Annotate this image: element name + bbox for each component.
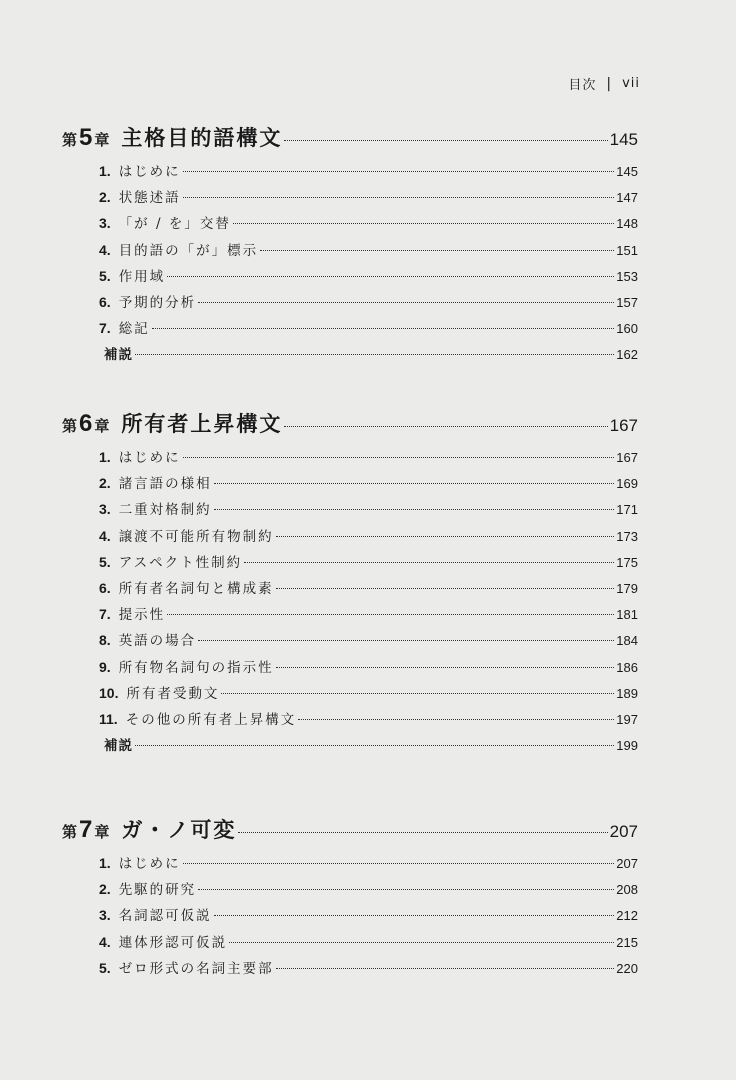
section-page: 215 [616,934,638,950]
section-page: 181 [616,607,638,623]
section-title: 名詞認可仮説 [118,908,212,925]
section-title: 二重対格制約 [118,502,212,519]
section-page: 220 [616,960,638,976]
chapter-page: 207 [609,822,638,841]
supplement-page: 162 [616,347,638,363]
leader-dots [276,968,615,969]
toc-entry[interactable] [99,446,638,472]
toc-entry[interactable] [99,160,638,186]
toc-entry[interactable] [99,498,638,524]
section-title: 連体形認可仮説 [118,934,228,951]
section-number: 10. [99,684,119,701]
toc-entry[interactable] [99,904,638,930]
leader-dots [135,354,614,355]
section-page: 157 [616,294,638,310]
section-page: 147 [616,190,638,206]
section-title: 諸言語の様相 [118,476,212,493]
chapter-page: 167 [609,416,638,435]
header-separator: | [606,75,613,92]
section-number: 5. [99,553,111,570]
section-title: 所有者受動文 [126,685,220,702]
section-number: 2. [99,881,111,898]
section-number: 3. [99,501,111,518]
leader-dots [198,302,614,303]
section-title: はじめに [118,164,181,180]
leader-dots [214,915,615,916]
running-header [568,74,640,93]
leader-dots [198,640,614,641]
section-number: 2. [99,189,111,206]
section-title: その他の所有者上昇構文 [125,711,297,728]
section-number: 4. [99,933,111,950]
section-number: 1. [99,163,111,179]
section-number: 3. [99,215,111,232]
section-title: 「が / を」交替 [118,216,231,233]
leader-dots [135,745,614,746]
leader-dots [221,693,614,694]
supplement-title: 補説 [104,347,133,364]
section-number: 1. [99,855,111,871]
toc-entry[interactable] [99,682,638,708]
toc-entry[interactable] [99,551,638,577]
section-page: 169 [616,476,638,492]
toc-entry[interactable] [99,291,638,317]
chapter-heading[interactable] [62,408,638,437]
header-label: 目次 [568,78,597,93]
toc-entry[interactable] [99,317,638,343]
section-number: 7. [99,606,111,623]
section-number: 8. [99,632,111,649]
section-page: 173 [616,528,638,544]
toc-entry[interactable] [99,265,638,291]
toc-entry[interactable] [99,212,638,238]
chapter-title: ガ・ノ可変 [121,817,237,842]
section-page: 151 [616,242,638,258]
toc-entry[interactable] [99,577,638,603]
toc-entry[interactable] [99,629,638,655]
leader-dots [284,426,607,427]
supplement-title: 補説 [104,738,133,755]
leader-dots [298,719,614,720]
section-page: 184 [616,633,638,649]
leader-dots [276,588,615,589]
chapter-number: 5 [79,124,93,151]
section-page: 207 [616,856,638,871]
section-number: 11. [99,710,118,727]
section-title: 状態述語 [118,190,181,207]
section-page: 197 [616,711,638,727]
section-title: はじめに [118,856,181,872]
section-title: 英語の場合 [118,633,197,650]
section-number: 4. [99,241,111,258]
section-title: ゼロ形式の名詞主要部 [118,960,274,977]
chapter-title: 主格目的語構文 [121,125,283,150]
section-page: 153 [616,268,638,284]
leader-dots [244,562,614,563]
leader-dots [198,889,614,890]
toc-entry[interactable] [99,186,638,212]
chapter-block [62,122,638,370]
leader-dots [276,536,615,537]
leader-dots [152,328,615,329]
chapter-heading[interactable] [62,122,638,151]
chapter-prefix: 第 [62,131,78,149]
leader-dots [183,171,615,172]
toc-entry[interactable] [99,656,638,682]
toc-entry[interactable] [99,239,638,265]
chapter-page: 145 [609,130,638,149]
section-number: 9. [99,658,111,675]
section-page: 208 [616,882,638,898]
section-page: 175 [616,554,638,570]
section-number: 6. [99,293,111,310]
section-title: 先駆的研究 [118,882,197,899]
chapter-number: 7 [79,816,93,843]
toc-entry[interactable] [99,708,638,734]
section-page: 189 [616,685,638,701]
section-page: 179 [616,580,638,596]
section-title: 作用域 [118,268,166,285]
section-page: 186 [616,659,638,675]
toc-entry[interactable] [99,852,638,878]
toc-entry[interactable] [99,878,638,904]
leader-dots [233,223,614,224]
section-page: 212 [616,908,638,924]
leader-dots [183,197,615,198]
chapter-block [62,408,638,760]
leader-dots [260,250,614,251]
section-number: 6. [99,579,111,596]
toc-entry[interactable] [99,931,638,957]
leader-dots [284,140,607,141]
leader-dots [276,667,615,668]
section-title: はじめに [118,450,181,466]
chapter-heading[interactable] [62,814,638,843]
chapter-suffix: 章 [94,131,110,149]
section-number: 4. [99,527,111,544]
supplement-page: 199 [616,738,638,754]
chapter-suffix: 章 [94,417,110,435]
section-number: 3. [99,907,111,924]
section-number: 5. [99,267,111,284]
leader-dots [214,483,615,484]
leader-dots [167,614,614,615]
section-page: 160 [616,321,638,337]
leader-dots [229,942,614,943]
chapter-prefix: 第 [62,823,78,841]
section-title: 提示性 [118,607,166,624]
section-title: 所有者名詞句と構成素 [118,580,274,597]
chapter-number: 6 [79,410,93,437]
section-number: 1. [99,449,111,465]
section-number: 2. [99,475,111,492]
section-number: 5. [99,959,111,976]
section-title: 所有物名詞句の指示性 [118,659,274,676]
chapter-title: 所有者上昇構文 [121,411,283,436]
section-title: 目的語の「が」標示 [118,242,259,259]
leader-dots [167,276,614,277]
section-title: 総記 [118,321,150,338]
leader-dots [238,832,607,833]
chapter-prefix: 第 [62,417,78,435]
toc-entry[interactable] [99,525,638,551]
leader-dots [214,509,615,510]
section-title: 予期的分析 [118,294,197,311]
chapter-block [62,814,638,983]
section-page: 148 [616,216,638,232]
section-title: アスペクト性制約 [118,554,243,571]
section-number: 7. [99,320,111,337]
section-page: 167 [616,450,638,465]
chapter-suffix: 章 [94,823,110,841]
section-page: 145 [616,164,638,179]
toc-entry[interactable] [99,603,638,629]
toc-entry[interactable] [99,472,638,498]
toc-entry-supplement[interactable] [104,343,638,369]
leader-dots [183,457,615,458]
toc-entry-supplement[interactable] [104,734,638,760]
leader-dots [183,863,615,864]
toc-entry[interactable] [99,957,638,983]
header-page-number: vii [622,76,640,91]
section-title: 譲渡不可能所有物制約 [118,528,274,545]
section-page: 171 [616,502,638,518]
